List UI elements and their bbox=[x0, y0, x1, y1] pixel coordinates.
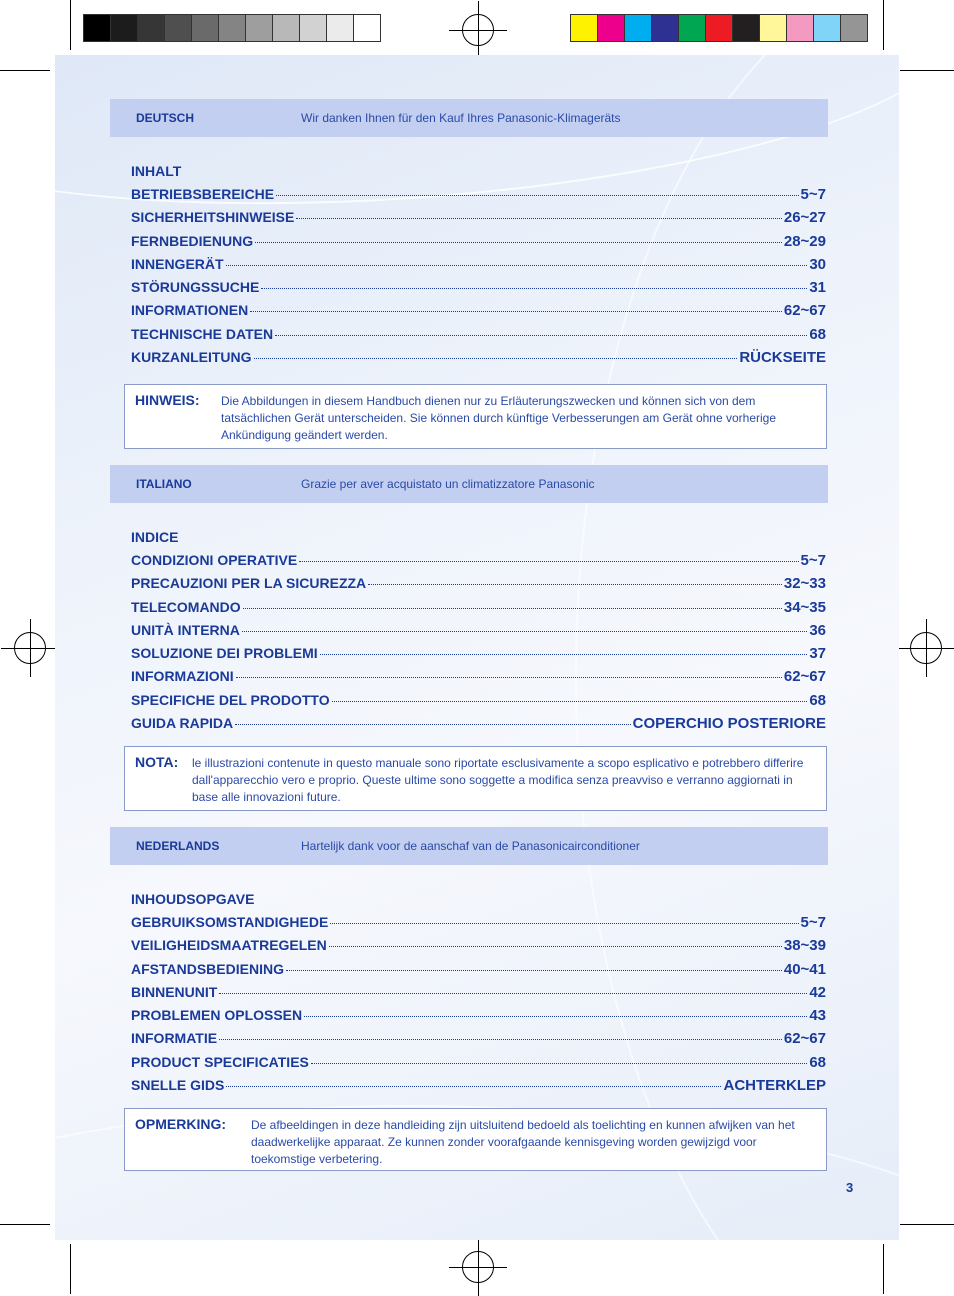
language-header-nederlands bbox=[110, 827, 828, 865]
toc-entry-label: SICHERHEITSHINWEISE bbox=[131, 209, 295, 226]
toc-entry-label: SPECIFICHE DEL PRODOTTO bbox=[131, 691, 330, 708]
toc-title: INDICE bbox=[131, 529, 179, 545]
dot-leader bbox=[254, 358, 738, 359]
toc-entry bbox=[131, 552, 826, 575]
crop-mark bbox=[900, 70, 954, 71]
dot-leader bbox=[261, 288, 807, 289]
registration-mark-icon bbox=[910, 632, 942, 664]
color-swatch bbox=[110, 14, 138, 42]
toc-entry bbox=[131, 279, 826, 302]
toc-entry bbox=[131, 1007, 826, 1030]
note-box-italiano bbox=[124, 746, 827, 811]
toc-entry-page: 34~35 bbox=[783, 598, 826, 616]
thank-you-text: Hartelijk dank voor de aanschaf van de Panasonicairconditioner bbox=[301, 839, 640, 853]
note-text: De afbeeldingen in deze handleiding zijn uitsluitend bedoeld als toelichting en kunnen afwijken van het daadwerkelijke apparaat. Ze kunnen zonder voorafgaande kennisgeving worden gewijzigd voor toekomstige verbetering. bbox=[251, 1118, 795, 1166]
color-swatch bbox=[299, 14, 327, 42]
toc-entry-label: VEILIGHEIDSMAATREGELEN bbox=[131, 937, 327, 954]
toc-entry bbox=[131, 961, 826, 984]
toc-entry-label: INNENGERÄT bbox=[131, 255, 224, 272]
dot-leader bbox=[330, 923, 798, 924]
color-swatch bbox=[732, 14, 760, 42]
toc-entry-label: INFORMATIE bbox=[131, 1030, 218, 1047]
toc-title: INHALT bbox=[131, 163, 182, 179]
toc-entry-page: 68 bbox=[809, 325, 826, 343]
dot-leader bbox=[219, 1039, 782, 1040]
color-swatch bbox=[137, 14, 165, 42]
dot-leader bbox=[304, 1016, 807, 1017]
dot-leader bbox=[329, 946, 782, 947]
toc-entry-label: STÖRUNGSSUCHE bbox=[131, 279, 260, 296]
toc-entry-page: 42 bbox=[809, 983, 826, 1001]
toc-entry bbox=[131, 349, 826, 372]
table-of-contents-deutsch bbox=[131, 163, 826, 372]
toc-entry-page: 68 bbox=[809, 691, 826, 709]
toc-entry bbox=[131, 984, 826, 1007]
color-swatch bbox=[759, 14, 787, 42]
dot-leader bbox=[235, 724, 630, 725]
dot-leader bbox=[255, 242, 782, 243]
language-header-deutsch bbox=[110, 99, 828, 137]
crop-mark bbox=[70, 0, 71, 50]
toc-entry-page: 5~7 bbox=[800, 186, 826, 203]
crop-mark bbox=[0, 1224, 50, 1225]
toc-entry-page: 36 bbox=[809, 621, 826, 639]
dot-leader bbox=[296, 218, 782, 219]
toc-entry bbox=[131, 302, 826, 325]
note-box-deutsch bbox=[124, 384, 827, 449]
color-swatch bbox=[597, 14, 625, 42]
color-swatch bbox=[786, 14, 814, 42]
color-swatch bbox=[678, 14, 706, 42]
dot-leader bbox=[226, 265, 808, 266]
registration-mark-icon bbox=[462, 14, 494, 46]
toc-entry-label: UNITÀ INTERNA bbox=[131, 621, 240, 638]
toc-entry-label: GUIDA RAPIDA bbox=[131, 715, 234, 732]
color-swatch bbox=[164, 14, 192, 42]
color-swatch bbox=[353, 14, 381, 42]
color-swatch bbox=[813, 14, 841, 42]
toc-entry-label: BINNENUNIT bbox=[131, 983, 218, 1000]
toc-entry-page: 5~7 bbox=[800, 914, 826, 931]
toc-entry bbox=[131, 668, 826, 691]
toc-entry-page: 68 bbox=[809, 1053, 826, 1071]
toc-entry bbox=[131, 326, 826, 349]
dot-leader bbox=[332, 701, 808, 702]
table-of-contents-italiano bbox=[131, 529, 826, 738]
toc-entry bbox=[131, 186, 826, 209]
note-text: Die Abbildungen in diesem Handbuch dienen nur zu Erläuterungszwecken und können sich von dem tatsächlichen Gerät unterscheiden. Sie können durch künftige Verbesserungen am Gerät ohne vorherige Ankündigung geändert werden. bbox=[221, 394, 777, 442]
toc-entry-page: RÜCKSEITE bbox=[739, 349, 826, 367]
grayscale-color-bar bbox=[84, 14, 381, 42]
dot-leader bbox=[276, 195, 798, 196]
language-name: NEDERLANDS bbox=[136, 839, 220, 853]
toc-entry-page: 30 bbox=[809, 255, 826, 273]
color-swatch bbox=[651, 14, 679, 42]
dot-leader bbox=[236, 677, 782, 678]
registration-mark-icon bbox=[14, 632, 46, 664]
dot-leader bbox=[219, 993, 807, 994]
dot-leader bbox=[243, 608, 782, 609]
toc-entry-page: 5~7 bbox=[800, 552, 826, 569]
crop-mark bbox=[70, 1244, 71, 1294]
color-swatch bbox=[245, 14, 273, 42]
toc-entry-label: TELECOMANDO bbox=[131, 598, 241, 615]
crop-mark bbox=[900, 1224, 954, 1225]
toc-entry-label: PRODUCT SPECIFICATIES bbox=[131, 1053, 309, 1070]
dot-leader bbox=[368, 584, 782, 585]
color-swatch bbox=[191, 14, 219, 42]
toc-entry-page: 43 bbox=[809, 1007, 826, 1025]
note-label: HINWEIS: bbox=[135, 392, 200, 408]
toc-entry bbox=[131, 645, 826, 668]
toc-entry bbox=[131, 256, 826, 279]
toc-entry-page: 40~41 bbox=[783, 960, 826, 978]
dot-leader bbox=[242, 631, 807, 632]
toc-entry-label: INFORMATIONEN bbox=[131, 302, 249, 319]
toc-entry bbox=[131, 599, 826, 622]
toc-entry-label: GEBRUIKSOMSTANDIGHEDE bbox=[131, 914, 329, 930]
dot-leader bbox=[299, 561, 798, 562]
toc-entry bbox=[131, 1030, 826, 1053]
crop-mark bbox=[883, 1244, 884, 1294]
toc-title: INHOUDSOPGAVE bbox=[131, 891, 255, 907]
dot-leader bbox=[286, 970, 782, 971]
language-name: ITALIANO bbox=[136, 477, 192, 491]
toc-entry bbox=[131, 715, 826, 738]
toc-entry bbox=[131, 575, 826, 598]
toc-entry-page: 26~27 bbox=[783, 209, 826, 227]
toc-entry-label: PRECAUZIONI PER LA SICUREZZA bbox=[131, 575, 367, 592]
language-name: DEUTSCH bbox=[136, 111, 195, 125]
color-swatch bbox=[570, 14, 598, 42]
note-box-nederlands bbox=[124, 1108, 827, 1171]
toc-entry-label: PROBLEMEN OPLOSSEN bbox=[131, 1007, 303, 1024]
color-swatch bbox=[272, 14, 300, 42]
note-label: OPMERKING: bbox=[135, 1116, 226, 1132]
color-swatch bbox=[705, 14, 733, 42]
dot-leader bbox=[226, 1086, 721, 1087]
toc-entry-label: AFSTANDSBEDIENING bbox=[131, 960, 284, 977]
toc-entry-label: FERNBEDIENUNG bbox=[131, 232, 254, 249]
crop-mark bbox=[0, 70, 50, 71]
color-swatch bbox=[326, 14, 354, 42]
dot-leader bbox=[250, 311, 782, 312]
toc-entry bbox=[131, 209, 826, 232]
toc-entry-label: SNELLE GIDS bbox=[131, 1077, 225, 1094]
language-header-italiano bbox=[110, 465, 828, 503]
toc-entry-page: 37 bbox=[809, 645, 826, 663]
toc-entry-page: ACHTERKLEP bbox=[723, 1077, 826, 1095]
dot-leader bbox=[320, 654, 808, 655]
toc-entry-page: 28~29 bbox=[783, 232, 826, 250]
note-text: le illustrazioni contenute in questo manuale sono riportate esclusivamente a scopo esplicativo e potrebbero differire dall'apparecchio vero e proprio. Queste ultime sono soggette a modifica senza preavviso e verranno aggiornati in base alle innovazioni future. bbox=[192, 756, 804, 804]
toc-entry bbox=[131, 914, 826, 937]
page-number: 3 bbox=[846, 1180, 854, 1195]
toc-entry-label: BETRIEBSBEREICHE bbox=[131, 186, 275, 202]
toc-entry bbox=[131, 233, 826, 256]
toc-entry-label: INFORMAZIONI bbox=[131, 668, 234, 685]
crop-mark bbox=[883, 0, 884, 50]
dot-leader bbox=[311, 1063, 807, 1064]
toc-entry-page: 38~39 bbox=[783, 937, 826, 955]
color-swatch bbox=[83, 14, 111, 42]
toc-entry-page: 62~67 bbox=[783, 302, 826, 320]
color-swatch bbox=[624, 14, 652, 42]
registration-mark-icon bbox=[462, 1251, 494, 1283]
dot-leader bbox=[275, 335, 807, 336]
color-swatch bbox=[218, 14, 246, 42]
toc-entry-page: 31 bbox=[809, 279, 826, 297]
toc-entry-label: SOLUZIONE DEI PROBLEMI bbox=[131, 645, 318, 662]
toc-entry-page: COPERCHIO POSTERIORE bbox=[632, 715, 826, 733]
color-swatch bbox=[840, 14, 868, 42]
toc-entry-label: TECHNISCHE DATEN bbox=[131, 325, 274, 342]
thank-you-text: Wir danken Ihnen für den Kauf Ihres Panasonic-Klimageräts bbox=[301, 111, 621, 125]
toc-entry-page: 32~33 bbox=[783, 575, 826, 593]
toc-entry-page: 62~67 bbox=[783, 1030, 826, 1048]
toc-entry-label: CONDIZIONI OPERATIVE bbox=[131, 552, 298, 568]
toc-entry bbox=[131, 622, 826, 645]
toc-entry bbox=[131, 692, 826, 715]
toc-entry-label: KURZANLEITUNG bbox=[131, 349, 252, 366]
toc-entry bbox=[131, 1054, 826, 1077]
toc-entry bbox=[131, 1077, 826, 1100]
table-of-contents-nederlands bbox=[131, 891, 826, 1100]
toc-entry bbox=[131, 937, 826, 960]
toc-entry-page: 62~67 bbox=[783, 668, 826, 686]
note-label: NOTA: bbox=[135, 754, 179, 770]
thank-you-text: Grazie per aver acquistato un climatizzatore Panasonic bbox=[301, 477, 595, 491]
process-color-bar bbox=[571, 14, 868, 42]
